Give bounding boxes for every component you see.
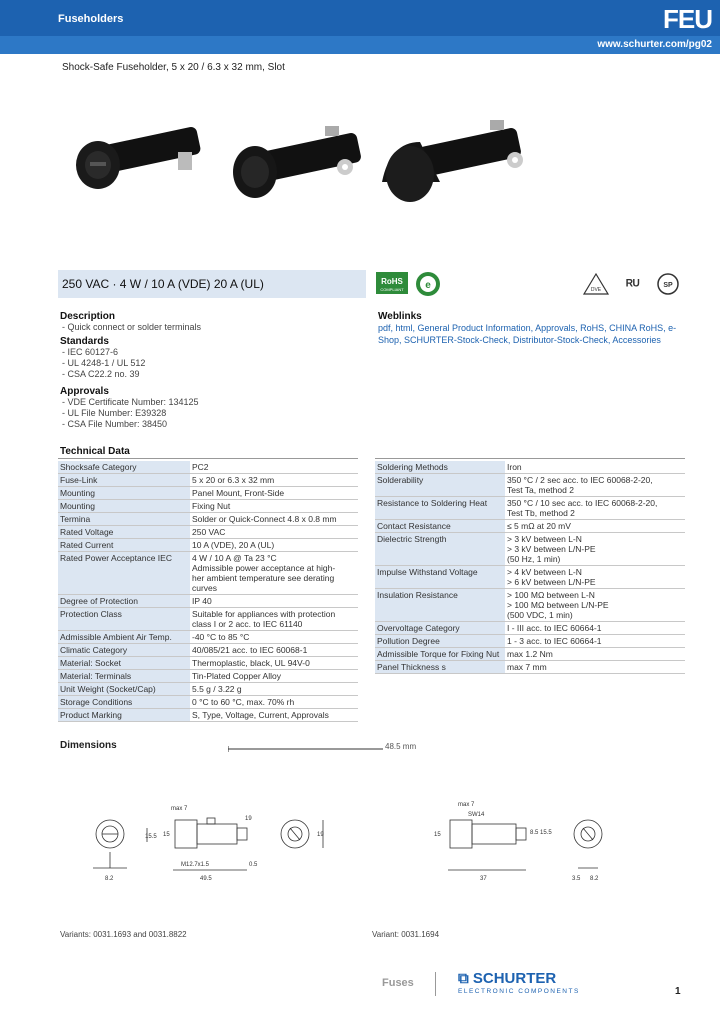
spec-key: Rated Voltage: [58, 526, 190, 539]
header-bar: [0, 0, 720, 36]
spec-key: Solderability: [375, 474, 505, 497]
weblinks-list[interactable]: pdf, html, General Product Information, Approvals, RoHS, CHINA RoHS, e-Shop, SCHURTER-Stock-Check, Distributor-Stock-Check, Accessories: [378, 323, 677, 345]
logo-icon: ⧉: [458, 970, 469, 987]
spec-row: [58, 487, 358, 500]
spec-value-line: 350 °C / 2 sec acc. to IEC 60068-2-20,: [507, 475, 653, 485]
dim-label: 8.2: [590, 876, 599, 882]
spec-key: Unit Weight (Socket/Cap): [58, 683, 190, 696]
spec-value-line: I - III acc. to IEC 60664-1: [507, 623, 602, 633]
dimensions-title: Dimensions: [60, 740, 117, 751]
footer-divider: [435, 972, 436, 996]
url-bar: [0, 36, 720, 54]
spec-key: Material: Socket: [58, 657, 190, 670]
spec-value: [190, 487, 358, 500]
dim-label: 19: [245, 816, 252, 822]
fuseholder-photo-2: [233, 126, 362, 198]
spec-value: [505, 622, 685, 635]
rohs-sub-label: COMPLIANT: [380, 287, 404, 292]
spec-value: [190, 644, 358, 657]
spec-row: [375, 589, 685, 622]
spec-value: [190, 709, 358, 722]
dim-label: 15: [434, 832, 441, 838]
spec-row: [58, 552, 358, 595]
spec-key: Soldering Methods: [375, 461, 505, 474]
ul-icon: [626, 277, 640, 294]
spec-value: [190, 595, 358, 608]
dim-label: 19: [317, 832, 324, 838]
spec-value-line: -40 °C to 85 °C: [192, 632, 250, 642]
spec-row: [58, 670, 358, 683]
dim-label: 49.5: [200, 876, 212, 882]
scale-label: 48.5 mm: [385, 742, 417, 751]
weblinks-title: Weblinks: [378, 311, 422, 322]
spec-key: Degree of Protection: [58, 595, 190, 608]
spec-value-line: > 100 MΩ between L-N: [507, 590, 595, 600]
spec-key: Contact Resistance: [375, 520, 505, 533]
description-line: - Quick connect or solder terminals: [62, 322, 202, 332]
spec-value-line: 5 x 20 or 6.3 x 32 mm: [192, 475, 275, 485]
spec-key: Mounting: [58, 500, 190, 513]
dim-label: max 7: [171, 806, 188, 812]
spec-value-line: Test Tb, method 2: [507, 508, 575, 518]
spec-value-line: 350 °C / 10 sec acc. to IEC 60068-2-20,: [507, 498, 658, 508]
spec-value-line: > 6 kV between L/N-PE: [507, 577, 596, 587]
page-number: 1: [675, 986, 681, 997]
spec-value-line: > 100 MΩ between L/N-PE: [507, 600, 609, 610]
spec-value: [190, 657, 358, 670]
technical-table-right: [375, 461, 685, 674]
spec-value-line: > 4 kV between L-N: [507, 567, 582, 577]
spec-row: [375, 622, 685, 635]
spec-value-line: Suitable for appliances with protection: [192, 609, 336, 619]
product-badge: FEU: [663, 4, 712, 34]
svg-text:e: e: [425, 280, 431, 291]
rohs-label: RoHS: [381, 277, 403, 286]
dim-label: 15.5: [540, 830, 552, 836]
spec-value: [190, 670, 358, 683]
dim-label: 15.5: [145, 834, 157, 840]
spec-key: Panel Thickness s: [375, 661, 505, 674]
spec-row: [375, 461, 685, 474]
spec-value-line: > 3 kV between L/N-PE: [507, 544, 596, 554]
spec-value-line: 5.5 g / 3.22 g: [192, 684, 242, 694]
spec-value: [505, 461, 685, 474]
dimension-drawing-right: [400, 790, 620, 890]
spec-value-line: 40/085/21 acc. to IEC 60068-1: [192, 645, 308, 655]
technical-title: Technical Data: [60, 446, 130, 457]
spec-value: [505, 635, 685, 648]
approvals-title: Approvals: [60, 386, 109, 397]
spec-row: [58, 595, 358, 608]
dim-label: 37: [480, 876, 487, 882]
spec-value-line: Admissible power acceptance at high-: [192, 563, 336, 573]
spec-key: Shocksafe Category: [58, 461, 190, 474]
spec-value: [190, 552, 358, 595]
spec-row: [58, 461, 358, 474]
spec-value: [190, 474, 358, 487]
spec-row: [58, 539, 358, 552]
dim-label: max 7: [458, 802, 475, 808]
spec-value-line: max 7 mm: [507, 662, 547, 672]
spec-value: [505, 520, 685, 533]
spec-row: [375, 566, 685, 589]
spec-value: [190, 696, 358, 709]
spec-row: [58, 709, 358, 722]
divider: [58, 458, 358, 459]
spec-value: [505, 589, 685, 622]
spec-value: [190, 461, 358, 474]
dim-label: SW14: [468, 812, 485, 818]
spec-value: [505, 533, 685, 566]
standards-title: Standards: [60, 336, 109, 347]
spec-key: Impulse Withstand Voltage: [375, 566, 505, 589]
section-title: Fuseholders: [58, 13, 124, 25]
spec-value: [190, 500, 358, 513]
spec-row: [58, 644, 358, 657]
spec-row: [58, 631, 358, 644]
spec-value: [190, 513, 358, 526]
product-photos: [60, 112, 560, 222]
spec-value-line: 10 A (VDE), 20 A (UL): [192, 540, 275, 550]
scale-bar: [228, 746, 388, 752]
approvals-line: - VDE Certificate Number: 134125: [62, 397, 199, 407]
spec-value-line: 4 W / 10 A @ Ta 23 °C: [192, 553, 277, 563]
spec-key: Admissible Torque for Fixing Nut: [375, 648, 505, 661]
spec-value: [190, 608, 358, 631]
spec-key: Material: Terminals: [58, 670, 190, 683]
spec-key: Pollution Degree: [375, 635, 505, 648]
spec-row: [375, 661, 685, 674]
approvals-line: - CSA File Number: 38450: [62, 419, 168, 429]
spec-key: Overvoltage Category: [375, 622, 505, 635]
csa-icon: [658, 274, 678, 294]
footer-category: Fuses: [382, 977, 414, 989]
spec-value: [505, 661, 685, 674]
china-rohs-icon: [416, 272, 440, 296]
svg-text:DVE: DVE: [590, 287, 602, 293]
spec-row: [58, 500, 358, 513]
spec-value: [505, 497, 685, 520]
spec-key: Dielectric Strength: [375, 533, 505, 566]
spec-value-line: class I or 2 acc. to IEC 61140: [192, 619, 303, 629]
spec-value-line: 0 °C to 60 °C, max. 70% rh: [192, 697, 295, 707]
spec-value-line: 1 - 3 acc. to IEC 60664-1: [507, 636, 602, 646]
spec-key: Protection Class: [58, 608, 190, 631]
spec-key: Resistance to Soldering Heat: [375, 497, 505, 520]
spec-value-line: curves: [192, 583, 218, 593]
spec-key: Insulation Resistance: [375, 589, 505, 622]
spec-row: [58, 608, 358, 631]
spec-value: [505, 474, 685, 497]
brand-subtitle: ELECTRONIC COMPONENTS: [458, 988, 580, 995]
approvals-line: - UL File Number: E39328: [62, 408, 167, 418]
spec-value-line: ≤ 5 mΩ at 20 mV: [507, 521, 571, 531]
spec-row: [375, 474, 685, 497]
spec-key: Admissible Ambient Air Temp.: [58, 631, 190, 644]
spec-value-line: S, Type, Voltage, Current, Approvals: [192, 710, 329, 720]
spec-key: Product Marking: [58, 709, 190, 722]
spec-value-line: (50 Hz, 1 min): [507, 554, 561, 564]
page-subtitle: Shock-Safe Fuseholder, 5 x 20 / 6.3 x 32 mm, Slot: [62, 62, 285, 73]
spec-value-line: (500 VDC, 1 min): [507, 610, 573, 620]
variant-caption-right: Variant: 0031.1694: [372, 930, 440, 939]
brand-logo: [458, 970, 556, 987]
spec-row: [58, 513, 358, 526]
spec-value-line: > 3 kV between L-N: [507, 534, 582, 544]
fuseholder-photo-3: [382, 120, 523, 202]
spec-key: Fuse-Link: [58, 474, 190, 487]
spec-value: [190, 526, 358, 539]
spec-row: [375, 635, 685, 648]
spec-row: [58, 657, 358, 670]
technical-table-left: [58, 461, 358, 722]
standards-line: - IEC 60127-6: [62, 347, 119, 357]
spec-value-line: Tin-Plated Copper Alloy: [192, 671, 281, 681]
spec-key: Storage Conditions: [58, 696, 190, 709]
spec-value-line: Iron: [507, 462, 522, 472]
svg-text:ᴿᵁ: ᴿᵁ: [626, 277, 640, 294]
spec-value-line: PC2: [192, 462, 209, 472]
spec-row: [58, 526, 358, 539]
spec-row: [375, 648, 685, 661]
spec-value: [190, 539, 358, 552]
spec-row: [58, 474, 358, 487]
spec-value: [505, 648, 685, 661]
spec-value-line: max 1.2 Nm: [507, 649, 553, 659]
fuseholder-photo-1: [76, 126, 202, 189]
rohs-icon: [376, 272, 408, 294]
brand-name: SCHURTER: [472, 970, 557, 987]
svg-text:SP: SP: [663, 282, 673, 289]
dim-label: 15: [163, 832, 170, 838]
spec-row: [58, 696, 358, 709]
dim-label: 0.5: [249, 862, 258, 868]
dim-label: M12.7x1.5: [181, 862, 210, 868]
website-link[interactable]: www.schurter.com/pg02: [597, 39, 712, 50]
spec-value: [505, 566, 685, 589]
spec-value-line: Fixing Nut: [192, 501, 231, 511]
rating-banner: [58, 270, 366, 298]
spec-value-line: Solder or Quick-Connect 4.8 x 0.8 mm: [192, 514, 337, 524]
spec-key: Termina: [58, 513, 190, 526]
spec-value-line: 250 VAC: [192, 527, 226, 537]
dim-label: 8.2: [105, 876, 114, 882]
standards-line: - CSA C22.2 no. 39: [62, 369, 140, 379]
spec-value-line: IP 40: [192, 596, 212, 606]
spec-key: Rated Current: [58, 539, 190, 552]
spec-value-line: Test Ta, method 2: [507, 485, 574, 495]
description-title: Description: [60, 311, 116, 322]
spec-row: [375, 497, 685, 520]
divider: [375, 458, 685, 459]
spec-row: [58, 683, 358, 696]
spec-row: [375, 533, 685, 566]
spec-key: Climatic Category: [58, 644, 190, 657]
spec-value-line: Panel Mount, Front-Side: [192, 488, 285, 498]
certification-logos: [376, 268, 686, 300]
spec-key: Mounting: [58, 487, 190, 500]
spec-value: [190, 683, 358, 696]
dim-label: 3.5: [572, 876, 581, 882]
vde-icon: [584, 274, 608, 294]
standards-line: - UL 4248-1 / UL 512: [62, 358, 146, 368]
spec-value: [190, 631, 358, 644]
spec-row: [375, 520, 685, 533]
rating-text: 250 VAC · 4 W / 10 A (VDE) 20 A (UL): [62, 277, 264, 291]
dimension-drawing-left: [85, 790, 335, 890]
variant-caption-left: Variants: 0031.1693 and 0031.8822: [60, 930, 187, 939]
dim-label: 8.5: [530, 830, 539, 836]
spec-key: Rated Power Acceptance IEC: [58, 552, 190, 595]
spec-value-line: Thermoplastic, black, UL 94V-0: [192, 658, 310, 668]
spec-value-line: her ambient temperature see derating: [192, 573, 335, 583]
